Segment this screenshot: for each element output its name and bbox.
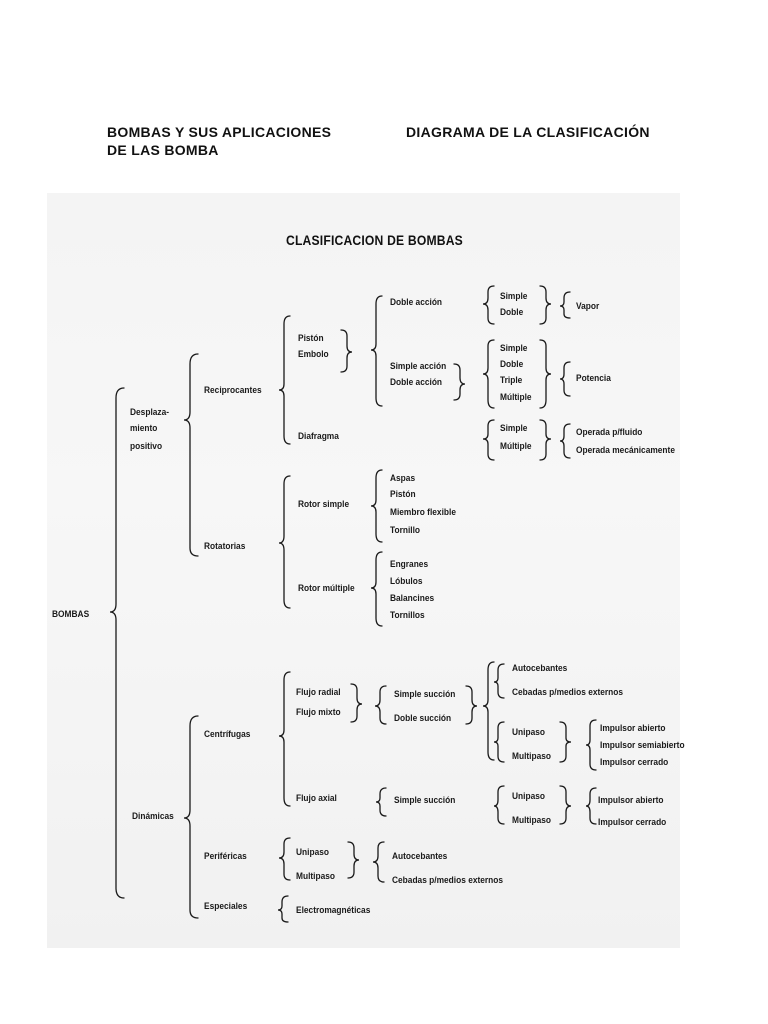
electromagneticas: Electromagnéticas	[296, 905, 371, 916]
brace-auto-uni	[483, 662, 494, 760]
doble-succion: Doble succión	[394, 713, 452, 724]
impulsor-cerrado-1: Impulsor cerrado	[600, 757, 669, 768]
brace-diafragma-open	[483, 420, 494, 460]
brace-potencia-close	[540, 340, 551, 408]
perifericas-label: Periféricas	[204, 851, 247, 862]
brace-reciprocantes	[279, 316, 290, 444]
brace-potencia-small	[560, 362, 570, 396]
especiales-label: Especiales	[204, 901, 248, 912]
simple-succion-1: Simple succión	[394, 689, 456, 700]
doc-header-line2: DE LAS BOMBA	[107, 142, 219, 158]
cebadas-1: Cebadas p/medios externos	[512, 687, 624, 698]
aspas: Aspas	[390, 473, 416, 484]
flujo-axial: Flujo axial	[296, 793, 337, 804]
diagram-title: CLASIFICACION DE BOMBAS	[286, 233, 463, 248]
brace-accion-close	[454, 364, 465, 400]
brace-succion-open	[375, 686, 386, 724]
brace-succion-close	[466, 686, 477, 724]
brace-rotor-simple	[371, 470, 382, 542]
brace-centrifugas	[279, 672, 290, 806]
rotor-simple: Rotor simple	[298, 499, 350, 510]
desplazamiento-line2: miento	[130, 423, 158, 434]
rotatorias-label: Rotatorias	[204, 541, 246, 552]
operada-mecanicamente: Operada mecánicamente	[576, 445, 675, 456]
impulsor-abierto-1: Impulsor abierto	[600, 723, 666, 734]
simple-2: Simple	[500, 343, 528, 354]
impulsor-semiabierto: Impulsor semiabierto	[600, 740, 685, 751]
simple-3: Simple	[500, 423, 528, 434]
brace-rotatorias	[279, 476, 290, 608]
operada-fluido: Operada p/fluido	[576, 427, 643, 438]
brace-root	[110, 388, 124, 898]
diafragma-label: Diafragma	[298, 431, 339, 442]
balancines: Balancines	[390, 593, 435, 604]
multiple-3: Múltiple	[500, 441, 532, 452]
multipaso-1: Multipaso	[512, 751, 552, 762]
vapor-label: Vapor	[576, 301, 600, 312]
dinamicas-label: Dinámicas	[132, 811, 174, 822]
brace-desplazamiento	[184, 354, 198, 556]
brace-operada	[560, 424, 570, 458]
multiple-2: Múltiple	[500, 392, 532, 403]
tornillos: Tornillos	[390, 610, 425, 621]
unipaso-2: Unipaso	[512, 791, 545, 802]
lobulos: Lóbulos	[390, 576, 423, 587]
brace-piston-close	[341, 330, 352, 372]
piston-label: Pistón	[298, 333, 324, 344]
brace-auto-2	[373, 842, 384, 882]
cebadas-2: Cebadas p/medios externos	[392, 875, 504, 886]
doble-accion: Doble acción	[390, 377, 443, 388]
brace-especiales	[278, 896, 288, 922]
brace-unipaso-2-close	[560, 786, 571, 824]
brace-impulsor-2	[586, 788, 596, 824]
impulsor-abierto-2: Impulsor abierto	[598, 795, 664, 806]
miembro-flexible: Miembro flexible	[390, 507, 456, 518]
brace-vapor-close	[540, 286, 551, 324]
brace-rotor-multiple	[371, 552, 382, 626]
root-bombas: BOMBAS	[52, 609, 90, 620]
unipaso-3: Unipaso	[296, 847, 329, 858]
flujo-radial: Flujo radial	[296, 687, 341, 698]
brace-perifericas-open	[279, 838, 290, 880]
flujo-mixto: Flujo mixto	[296, 707, 341, 718]
desplazamiento-line1: Desplaza-	[130, 407, 170, 418]
tornillo: Tornillo	[390, 525, 421, 536]
impulsor-cerrado-2: Impulsor cerrado	[598, 817, 667, 828]
reciprocantes-label: Reciprocantes	[204, 385, 262, 396]
triple-label: Triple	[500, 375, 523, 386]
brace-vapor-open	[483, 286, 494, 324]
engranes: Engranes	[390, 559, 429, 570]
brace-unipaso-2-open	[494, 786, 504, 824]
brace-axial-succion	[376, 788, 386, 816]
rotor-multiple: Rotor múltiple	[298, 583, 355, 594]
brace-perifericas-close	[348, 842, 359, 878]
doble-2: Doble	[500, 359, 524, 370]
brace-unipaso-1-open	[494, 722, 504, 762]
simple-succion-2: Simple succión	[394, 795, 456, 806]
doc-header-right: DIAGRAMA DE LA CLASIFICACIÓN	[406, 124, 650, 140]
potencia-label: Potencia	[576, 373, 611, 384]
brace-impulsor-1	[586, 720, 596, 770]
brace-diafragma-close	[540, 420, 551, 460]
embolo-label: Embolo	[298, 349, 329, 360]
brace-unipaso-1-close	[560, 722, 571, 762]
autocebantes-1: Autocebantes	[512, 663, 568, 674]
brace-vapor-small	[560, 292, 570, 318]
multipaso-2: Multipaso	[512, 815, 552, 826]
simple-1: Simple	[500, 291, 528, 302]
multipaso-3: Multipaso	[296, 871, 336, 882]
simple-accion: Simple acción	[390, 361, 447, 372]
centrifugas-label: Centrífugas	[204, 729, 251, 740]
brace-potencia-open	[483, 340, 494, 408]
doble-accion-top: Doble acción	[390, 297, 443, 308]
brace-auto-1	[494, 664, 504, 698]
piston-rot: Pistón	[390, 489, 416, 500]
brace-flujo-close	[351, 684, 362, 722]
desplazamiento-line3: positivo	[130, 441, 163, 452]
doc-header-left: BOMBAS Y SUS APLICACIONES	[107, 124, 332, 140]
brace-accion	[371, 296, 382, 406]
autocebantes-2: Autocebantes	[392, 851, 448, 862]
doble-1: Doble	[500, 307, 524, 318]
unipaso-1: Unipaso	[512, 727, 545, 738]
brace-dinamicas	[184, 716, 198, 918]
